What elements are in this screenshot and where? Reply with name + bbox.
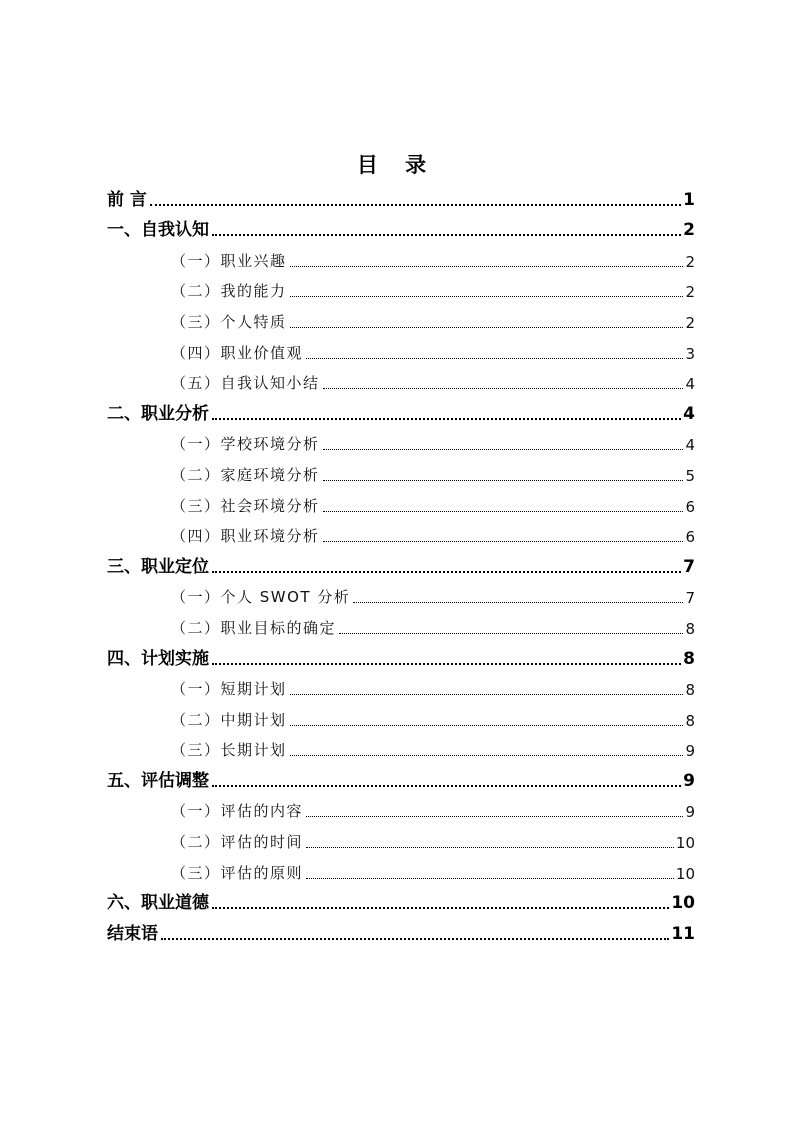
toc-entry[interactable] [107,428,695,459]
toc-entry-label: （二）家庭环境分析 [171,465,320,484]
toc-entry-label: （二）评估的时间 [171,833,304,852]
toc-dot-leader [323,449,684,450]
toc-entry[interactable] [107,244,695,275]
toc-entry-page-number: 11 [671,923,695,944]
toc-entry[interactable] [107,520,695,551]
toc-entry-label: （四）职业价值观 [171,343,304,362]
toc-dot-leader [161,938,669,940]
toc-entry-page-number: 8 [683,648,695,669]
toc-entry-page-number: 7 [685,589,695,608]
toc-entry[interactable] [107,673,695,704]
toc-entry-label: （二）职业目标的确定 [171,618,337,637]
toc-entry[interactable] [107,275,695,306]
toc-entry[interactable] [107,183,695,214]
toc-entry[interactable] [107,887,695,918]
toc-entry-page-number: 4 [685,436,695,455]
toc-entry-page-number: 10 [675,834,695,853]
toc-entry-label: （三）长期计划 [171,741,287,760]
toc-entry-label: 三、职业定位 [107,556,209,577]
toc-entry[interactable] [107,642,695,673]
toc-dot-leader [290,694,684,695]
toc-entry[interactable] [107,734,695,765]
toc-dot-leader [212,785,681,787]
toc-entry[interactable] [107,214,695,245]
toc-entry-label: 结束语 [107,923,158,944]
toc-entry[interactable] [107,917,695,948]
toc-entry[interactable] [107,489,695,520]
toc-entry[interactable] [107,611,695,642]
toc-entry[interactable] [107,458,695,489]
toc-dot-leader [212,418,681,420]
toc-entry-page-number: 6 [685,497,695,516]
toc-dot-leader [290,755,684,756]
toc-entry-page-number: 2 [683,220,695,241]
toc-entry-page-number: 10 [671,893,695,914]
toc-entry-page-number: 1 [683,189,695,210]
toc-entry-page-number: 5 [685,466,695,485]
toc-dot-leader [212,234,681,236]
toc-entry[interactable] [107,703,695,734]
toc-entry[interactable] [107,825,695,856]
toc-entry-page-number: 2 [685,252,695,271]
toc-entry-label: （一）评估的内容 [171,802,304,821]
toc-entry-label: （三）个人特质 [171,312,287,331]
toc-entry-label: （一）学校环境分析 [171,435,320,454]
toc-dot-leader [323,388,684,389]
toc-entry[interactable] [107,367,695,398]
toc-dot-leader [150,204,681,206]
toc-entry[interactable] [107,550,695,581]
toc-entry-label: （一）短期计划 [171,680,287,699]
toc-entry-page-number: 8 [685,619,695,638]
toc-entry-page-number: 7 [683,556,695,577]
toc-dot-leader [212,907,669,909]
toc-dot-leader [212,571,681,573]
toc-entry-label: （四）职业环境分析 [171,527,320,546]
toc-dot-leader [290,725,684,726]
toc-entry-label: （二）我的能力 [171,282,287,301]
toc-entry[interactable] [107,397,695,428]
toc-entry-label: 一、自我认知 [107,220,209,241]
toc-entry-page-number: 2 [685,313,695,332]
toc-dot-leader [323,511,684,512]
toc-dot-leader [306,847,674,848]
table-of-contents [107,183,695,948]
toc-entry[interactable] [107,795,695,826]
toc-title: 目 录 [356,153,437,177]
toc-entry-page-number: 3 [685,344,695,363]
toc-entry-label: （五）自我认知小结 [171,374,320,393]
toc-entry[interactable] [107,581,695,612]
toc-entry-label: （二）中期计划 [171,710,287,729]
toc-dot-leader [353,602,683,603]
toc-entry-label: 二、职业分析 [107,403,209,424]
toc-entry-label: 前 言 [107,189,147,210]
toc-entry-page-number: 8 [685,711,695,730]
toc-entry-page-number: 9 [685,803,695,822]
toc-entry-label: 四、计划实施 [107,648,209,669]
toc-entry-page-number: 4 [683,403,695,424]
toc-entry[interactable] [107,764,695,795]
toc-dot-leader [290,296,684,297]
toc-entry-page-number: 4 [685,375,695,394]
toc-dot-leader [306,878,674,879]
toc-dot-leader [323,541,684,542]
toc-dot-leader [323,480,684,481]
toc-entry[interactable] [107,856,695,887]
toc-entry-label: （三）评估的原则 [171,863,304,882]
toc-dot-leader [290,327,684,328]
toc-dot-leader [212,663,681,665]
toc-entry-page-number: 6 [685,528,695,547]
toc-entry-label: 六、职业道德 [107,893,209,914]
toc-dot-leader [339,633,683,634]
toc-entry-page-number: 9 [685,742,695,761]
toc-entry-label: （一）职业兴趣 [171,251,287,270]
toc-entry-page-number: 9 [683,770,695,791]
toc-entry-label: （三）社会环境分析 [171,496,320,515]
toc-entry[interactable] [107,336,695,367]
toc-entry-page-number: 8 [685,681,695,700]
toc-dot-leader [306,358,683,359]
toc-entry-page-number: 2 [685,283,695,302]
toc-entry-page-number: 10 [675,864,695,883]
toc-dot-leader [306,816,683,817]
toc-entry-label: （一）个人 SWOT 分析 [171,588,351,607]
toc-entry[interactable] [107,305,695,336]
toc-entry-label: 五、评估调整 [107,770,209,791]
toc-dot-leader [290,266,684,267]
